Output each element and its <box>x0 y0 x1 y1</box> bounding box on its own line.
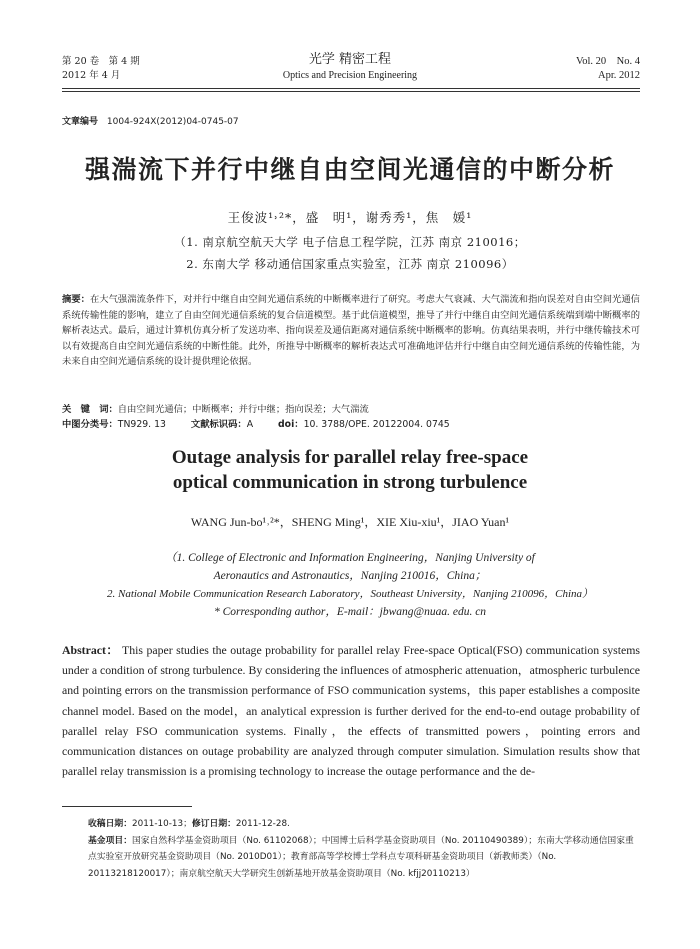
cn-doi: 10. 3788/OPE. 20122004. 0745 <box>303 419 450 430</box>
en-affiliation-1b: Aeronautics and Astronautics，Nanjing 210016，China； <box>213 570 487 582</box>
header-volume-cn: 第 20 卷 第 4 期 <box>62 56 140 67</box>
cn-authors: 王俊波¹˒²*，盛 明¹，谢秀秀¹，焦 媛¹ <box>227 210 473 225</box>
article-id-label: 文章编号 <box>62 117 99 127</box>
cn-classification-line <box>62 416 450 430</box>
footnote-rule <box>62 806 192 807</box>
footnote-funding <box>88 833 640 882</box>
en-authors: WANG Jun-bo¹˒²*，SHENG Ming¹，XIE Xiu-xiu¹，JIAO Yuan¹ <box>190 515 510 529</box>
cn-abstract-label: 摘要： <box>62 294 90 305</box>
cn-doi-label: doi： <box>278 419 304 430</box>
cn-clc-label: 中图分类号： <box>62 419 118 430</box>
header-rule-bottom <box>62 91 640 92</box>
cn-doc-label: 文献标识码： <box>190 419 247 430</box>
en-affiliation-2: 2. National Mobile Communication Research Laboratory，Southeast University，Nanjing 210096，China） <box>106 588 593 600</box>
en-abstract-label: Abstract： <box>62 643 119 657</box>
cn-abstract <box>62 292 640 370</box>
fund-text: 国家自然科学基金资助项目（No. 61102068）；中国博士后科学基金资助项目（No. 20110490389）；东南大学移动通信国家重点实验室开放研究基金资助项目（No. 2010D01）；教育部高等学校博士学科点专项科研基金资助项目（新教师类）（No. 20113218120017）；南京航空航天大学研究生创新基地开放基金资助项目（No. kfjj20110213） <box>88 836 634 879</box>
header-volume-en: Vol. 20 No. 4 <box>576 56 640 67</box>
en-title-line-2: optical communication in strong turbulence <box>172 472 528 493</box>
header-date-cn: 2012 年 4 月 <box>62 70 121 81</box>
header-journal-cn: 光学 精密工程 <box>308 52 392 67</box>
cn-keywords-label: 关 键 词： <box>62 404 118 415</box>
received-label: 收稿日期： <box>88 819 132 829</box>
article-id <box>62 114 239 127</box>
received-date: 2011-10-13； <box>132 819 192 829</box>
cn-keywords: 自由空间光通信；中断概率；并行中继；指向误差；大气湍流 <box>117 404 369 415</box>
cn-title: 强湍流下并行中继自由空间光通信的中断分析 <box>84 155 615 184</box>
cn-affiliation-2: 2. 东南大学 移动通信国家重点实验室，江苏 南京 210096） <box>186 257 514 271</box>
revised-date: 2011-12-28. <box>235 819 290 829</box>
fund-label: 基金项目： <box>88 836 132 846</box>
header-date-en: Apr. 2012 <box>598 70 640 81</box>
header-rule-top <box>62 88 640 89</box>
en-corresponding-author: * Corresponding author，E-mail：jbwang@nuaa. edu. cn <box>213 606 487 618</box>
cn-abstract-text: 在大气强湍流条件下，对并行中继自由空间光通信系统的中断概率进行了研究。考虑大气衰减、大气湍流和指向误差对自由空间光通信系统传输性能的影响，建立了自由空间光通信系统的复合信道模型。基于此信道模型，推导了并行中继自由空间光通信系统端到端中断概率的解析表达式。最后，通过计算机仿真分析了发送功率、指向误差及通信距离对通信系统中断概率的影响。仿真结果表明，并行中继传输技术可以有效提高自由空间光通信系统的中断性能。此外，所推导中断概率的解析表达式可准确地评估并行中继自由空间光通信系统的传输性能，为未来自由空间光通信系统的设计提供理论依据。 <box>62 294 640 368</box>
cn-clc: TN929. 13 <box>117 419 166 430</box>
article-id-value: 1004-924X(2012)04-0745-07 <box>106 117 239 127</box>
en-title-line-1: Outage analysis for parallel relay free-space <box>171 447 529 468</box>
en-abstract-text: This paper studies the outage probability for parallel relay Free-space Optical(FSO) communication systems under a condition of strong turbulence. By considering the influences of atmospheric attenuation，atmospheric turbulence and pointing errors on the transmission performance of FSO communication systems，this paper establishes a composite channel model. Based on the model，an analytical expression is further derived for the end-to-end outage probability of parallel relay FSO communication systems. Finally，the effects of transmitted powers，pointing errors and communication distances on outage probability are analyzed through computer simulation. Simulation results show that parallel relay transmission is a promising technology to increase the outage performance and the de- <box>62 643 640 779</box>
cn-doc: A <box>246 419 254 430</box>
footnote-dates <box>88 816 640 832</box>
en-abstract <box>62 640 640 781</box>
cn-affiliation-1: （1. 南京航空航天大学 电子信息工程学院，江苏 南京 210016； <box>174 235 526 249</box>
cn-keywords-line <box>62 401 369 415</box>
revised-label: 修订日期： <box>191 819 236 829</box>
en-affiliation-1a: （1. College of Electronic and Information Engineering，Nanjing University of <box>165 552 535 564</box>
header-journal-en: Optics and Precision Engineering <box>282 70 418 81</box>
